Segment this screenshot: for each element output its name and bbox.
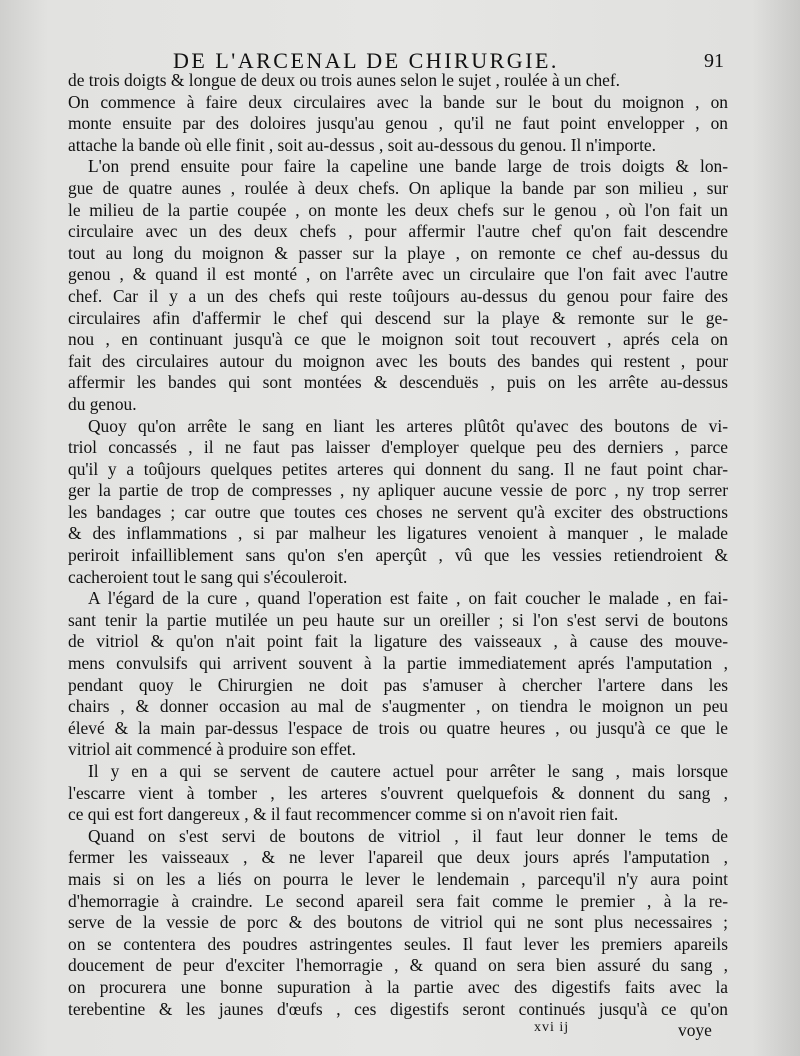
text-line: chairs , & donner occasion au mal de s'augmenter , on tiendra le moignon un peu [68,696,728,717]
text-line: élevé & la main par-dessus l'espace de trois ou quatre heures , ou jusqu'à ce que le [68,717,728,738]
text-line: fait des circulaires autour du moignon avec les bouts des bandes qui restent , pour [68,350,728,371]
page-number: 91 [704,50,724,72]
text-line: de vitriol & qu'on n'ait point fait la ligature des vaisseaux , à cause des mouve- [68,631,728,652]
text-line: affermir les bandes qui sont montées & descenduës , puis on les arrête au-dessus [68,372,728,393]
text-line: on procurera une bonne supuration à la partie avec des digestifs faits avec la [68,976,728,997]
text-line: de trois doigts & longue de deux ou trois aunes selon le sujet , roulée à un chef. [68,70,621,90]
text-line: serve de la vessie de porc & des boutons de vitriol qui ne sont plus necessaires ; [68,912,728,933]
text-line: Il y en a qui se servent de cautere actuel pour arrêter le sang , mais lorsque [88,761,728,781]
text-line: tout au long du moignon & passer sur la playe , on remonte ce chef au-dessus du [68,242,728,263]
text-line: chef. Car il y a un des chefs qui reste toûjours au-dessus du genou pour faire des [68,285,728,306]
text-line: d'hemorragie à craindre. Le second apareil sera fait comme le premier , à la re- [68,890,728,911]
text-line: pendant quoy le Chirurgien ne doit pas s'amuser à chercher l'artere dans les [68,674,728,695]
text-line: vitriol ait commencé à produire son effet. [68,739,356,760]
text-line: terebentine & les jaunes d'œufs , ces digestifs seront continués jusqu'à ce qu'on [68,998,728,1019]
page-footer [0,1020,800,1044]
text-line: On commence à faire deux circulaires avec la bande sur le bout du moignon , on [68,91,728,112]
text-line: ger la partie de trop de compresses , ny apliquer aucune vessie de porc , ny trop serrer [68,480,728,501]
text-line: & des inflammations , si par malheur les ligatures venoient à manquer , le malade [68,523,728,544]
signature-mark: xvi ij [534,1020,570,1035]
text-line: circulaires afin d'affermir le chef qui descend sur la playe & remonte sur le ge- [68,307,728,328]
body-text [68,70,728,1020]
text-line: ce qui est fort dangereux , & il faut recommencer comme si on n'avoit rien fait. [68,804,619,825]
text-line: fermer les vaisseaux , & ne lever l'apareil que deux jours aprés l'amputation , [68,847,728,868]
text-line: on se contentera des poudres astringentes seules. Il faut lever les premiers apareils [68,933,728,954]
text-line: nou , en continuant jusqu'à ce que le moignon soit tout recouvert , aprés cela on [68,329,728,350]
text-line: A l'égard de la cure , quand l'operation est faite , on fait coucher le malade , en fai- [88,588,728,609]
text-line: qu'il y a toûjours quelques petites arteres qui donnent du sang. Il ne faut point char- [68,458,728,479]
text-line: cacheroient tout le sang qui s'écouleroit. [68,566,348,587]
text-line: triol concassés , il ne faut pas laisser d'employer quelque peu des derniers , parce [68,437,728,458]
text-line: Quand on s'est servi de boutons de vitriol , il faut leur donner le tems de [88,825,728,846]
text-line: gue de quatre aunes , roulée à deux chefs. On aplique la bande par son milieu , sur [68,177,728,198]
running-head: DE L'ARCENAL DE CHIRURGIE. [173,48,559,73]
text-line: sant tenir la partie mutilée un peu haute sur un oreiller ; si l'on s'est servi de boutons [68,609,728,630]
text-line: genou , & quand il est monté , on l'arrête avec un circulaire que l'on fait avec l'autre [68,264,728,285]
text-line: Quoy qu'on arrête le sang en liant les arteres plûtôt qu'avec des boutons de vi- [88,415,728,436]
text-line: doucement de peur d'exciter l'hemorragie , & quand on sera bien assuré du sang , [68,955,728,976]
text-line: attache la bande où elle finit , soit au-dessus , soit au-dessous du genou. Il n'importe. [68,134,657,155]
text-line: mens convulsifs qui arrivent souvent à la partie immediatement aprés l'amputation , [68,653,728,674]
text-line: monte ensuite par des doloires jusqu'au genou , qu'il ne faut point envelopper , on [68,113,728,134]
text-line: le milieu de la partie coupée , on monte les deux chefs sur le genou , où l'on fait un [68,199,728,220]
text-line: circulaire avec un des deux chefs , pour affermir l'autre chef qu'on fait descendre [68,221,728,242]
text-line: du genou. [68,393,137,414]
text-line: les bandages ; car outre que toutes ces choses ne servent qu'à exciter des obstructions [68,501,728,522]
text-line: l'escarre vient à tomber , les arteres s'ouvrent quelquefois & donnent du sang , [68,782,728,803]
text-line: L'on prend ensuite pour faire la capeline une bande large de trois doigts & lon- [88,156,728,177]
catchword: voye [678,1020,712,1040]
text-line: mais si on les a liés on pourra le lever le lendemain , parcequ'il n'y aura point [68,868,728,889]
text-line: periroit infailliblement sans qu'on s'en aperçût , vû que les vessies retiendroient & [68,545,728,566]
